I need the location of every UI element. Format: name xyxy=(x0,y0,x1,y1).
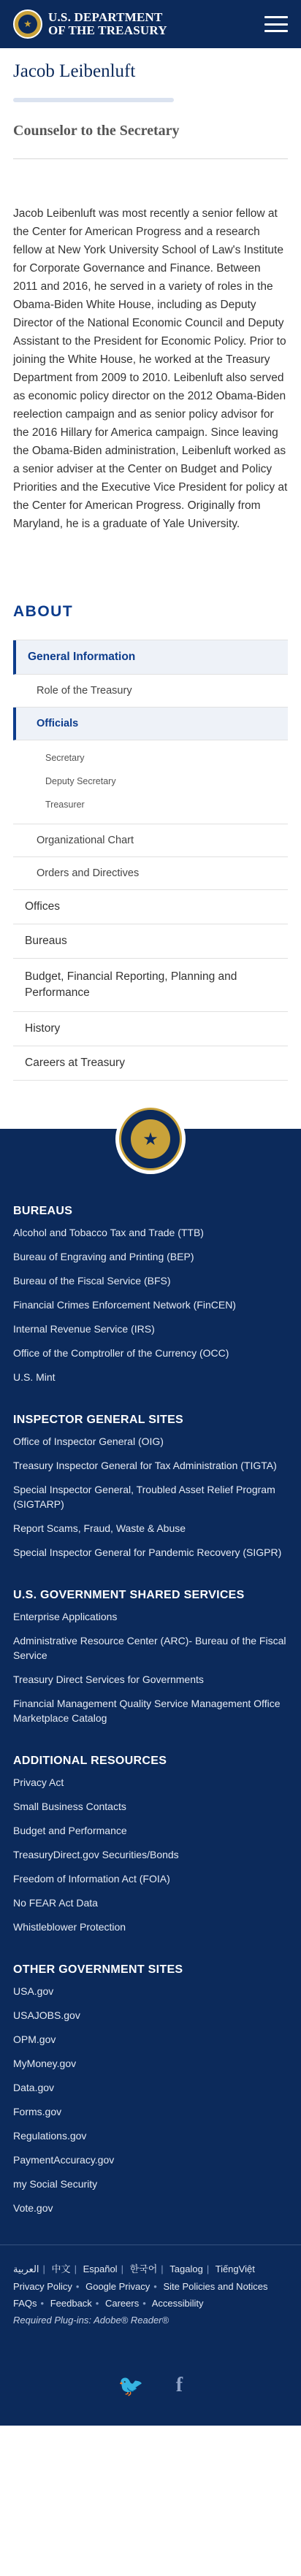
language-link-chinese[interactable]: 中文 xyxy=(51,2263,71,2274)
footer-link[interactable]: Bureau of Engraving and Printing (BEP) xyxy=(13,1251,194,1262)
page-title-section xyxy=(0,48,301,139)
footer-link[interactable]: OPM.gov xyxy=(13,2033,56,2045)
page-subtitle: Counselor to the Secretary xyxy=(13,123,180,139)
accessibility-link[interactable]: Accessibility xyxy=(151,2298,204,2309)
biography-text: Jacob Leibenluft was most recently a senior fellow at the Center for American Progress and a research fellow at New York University School of Law's Institute for Corporate Governance and Finance. Between 2011 and 2016, he served in a variety of roles in the Obama-Biden White House, including as Deputy Director of the National Economic Council and Deputy Assistant to the President for Economic Policy. Prior to joining the White House, he worked at the Treasury Department from 2009 to 2010. Leibenluft also served as economic policy director on the 2012 Obama-Biden reelection campaign and as senior policy advisor for the 2016 Hillary for America campaign. Since leaving the Obama-Biden administration, Leibenluft worked as a senior adviser at the Center on Budget and Policy Priorities and the Executive Vice President for policy at the Center for American Progress. Originally from Maryland, he is a graduate of Yale University. xyxy=(13,207,288,530)
footer-other-heading: OTHER GOVERNMENT SITES xyxy=(13,1963,183,1976)
footer-link[interactable]: Freedom of Information Act (FOIA) xyxy=(13,1873,170,1885)
footer-link[interactable]: Report Scams, Fraud, Waste & Abuse xyxy=(13,1522,186,1534)
page-title: Jacob Leibenluft xyxy=(13,61,136,81)
hamburger-icon xyxy=(264,16,288,18)
footer-link[interactable]: Enterprise Applications xyxy=(13,1611,118,1622)
footer-link[interactable]: Treasury Inspector General for Tax Administration (TIGTA) xyxy=(13,1460,277,1471)
footer-link[interactable]: Administrative Resource Center (ARC)- Bureau of the Fiscal Service xyxy=(13,1635,286,1661)
menu-toggle-button[interactable] xyxy=(264,16,288,32)
site-header xyxy=(0,0,301,48)
footer-additional-heading: ADDITIONAL RESOURCES xyxy=(13,1755,167,1767)
footer-link[interactable]: MyMoney.gov xyxy=(13,2058,77,2069)
footer-link[interactable]: Data.gov xyxy=(13,2082,55,2093)
footer-link[interactable]: Treasury Direct Services for Governments xyxy=(13,1674,204,1685)
footer-other-government-sites xyxy=(13,1963,288,2215)
social-links xyxy=(13,2331,288,2426)
nav-treasurer[interactable]: Treasurer xyxy=(45,800,85,810)
nav-offices[interactable]: Offices xyxy=(13,890,288,924)
footer-inspector-general xyxy=(13,1414,288,1560)
plugins-note: Required Plug-ins: Adobe® Reader® xyxy=(13,2315,169,2326)
treasury-seal-icon: ★ xyxy=(13,9,42,39)
careers-link[interactable]: Careers xyxy=(104,2298,140,2309)
biography xyxy=(0,159,301,533)
footer-shared-heading: U.S. GOVERNMENT SHARED SERVICES xyxy=(13,1589,245,1601)
footer-link[interactable]: my Social Security xyxy=(13,2178,98,2190)
footer-inspector-heading: INSPECTOR GENERAL SITES xyxy=(13,1414,184,1426)
footer-link[interactable]: Regulations.gov xyxy=(13,2130,87,2142)
language-link-korean[interactable]: 한국어 xyxy=(129,2263,158,2274)
officials-subnav xyxy=(13,740,288,824)
footer-link[interactable]: USA.gov xyxy=(13,1985,54,1997)
footer-bottom-bar xyxy=(0,2245,301,2326)
footer-link[interactable]: Whistleblower Protection xyxy=(13,1921,126,1933)
facebook-icon[interactable]: f xyxy=(175,2374,183,2396)
brand-text xyxy=(48,11,167,37)
footer-link[interactable]: Bureau of the Fiscal Service (BFS) xyxy=(13,1275,171,1287)
feedback-link[interactable]: Feedback xyxy=(50,2298,92,2309)
footer-link[interactable]: Financial Management Quality Service Management Office Marketplace Catalog xyxy=(13,1698,281,1724)
footer-link[interactable]: Vote.gov xyxy=(13,2202,53,2214)
footer-link[interactable]: Office of the Comptroller of the Currency (OCC) xyxy=(13,1347,229,1359)
policy-links: Privacy Policy • Google Privacy • Site Policies and Notices xyxy=(13,2281,268,2292)
faqs-link[interactable]: FAQs xyxy=(13,2298,37,2309)
footer-link[interactable]: Privacy Act xyxy=(13,1776,64,1788)
nav-orders-directives[interactable]: Orders and Directives xyxy=(13,857,288,890)
about-nav xyxy=(0,533,301,1081)
footer-link[interactable]: Alcohol and Tobacco Tax and Trade (TTB) xyxy=(13,1227,204,1238)
footer-link[interactable]: Budget and Performance xyxy=(13,1825,127,1836)
adobe-reader-link[interactable]: Adobe® Reader® xyxy=(94,2315,169,2326)
brand-line-2: OF THE TREASURY xyxy=(48,23,167,37)
google-privacy-link[interactable]: Google Privacy xyxy=(85,2281,150,2292)
footer-link[interactable]: USAJOBS.gov xyxy=(13,2009,80,2021)
language-link-spanish[interactable]: Español xyxy=(83,2263,118,2274)
footer-link[interactable]: Office of Inspector General (OIG) xyxy=(13,1435,164,1447)
about-nav-list xyxy=(13,640,288,1081)
nav-organizational-chart[interactable]: Organizational Chart xyxy=(13,824,288,857)
nav-officials[interactable]: Officials xyxy=(13,708,288,740)
site-policies-link[interactable]: Site Policies and Notices xyxy=(163,2281,268,2292)
footer-link[interactable]: U.S. Mint xyxy=(13,1371,56,1383)
language-links: العربية | 中文 | Español | 한국어 | Tagalog | TiếngViệt xyxy=(13,2263,255,2274)
nav-bureaus[interactable]: Bureaus xyxy=(13,924,288,959)
language-link-tagalog[interactable]: Tagalog xyxy=(169,2263,203,2274)
footer-link[interactable]: Financial Crimes Enforcement Network (FinCEN) xyxy=(13,1299,236,1311)
privacy-policy-link[interactable]: Privacy Policy xyxy=(13,2281,72,2292)
footer-shared-services xyxy=(13,1589,288,1725)
language-link-arabic[interactable]: العربية xyxy=(13,2263,39,2274)
footer-additional-resources xyxy=(13,1755,288,1934)
site-footer xyxy=(0,1129,301,2426)
treasury-home-link[interactable] xyxy=(13,9,167,39)
footer-link[interactable]: Forms.gov xyxy=(13,2106,62,2117)
nav-role-of-treasury[interactable]: Role of the Treasury xyxy=(13,675,288,708)
footer-link[interactable]: Special Inspector General, Troubled Asset Relief Program (SIGTARP) xyxy=(13,1484,275,1510)
footer-link[interactable]: Special Inspector General for Pandemic Recovery (SIGPR) xyxy=(13,1546,282,1558)
language-link-vietnamese[interactable]: TiếngViệt xyxy=(215,2263,255,2274)
nav-careers[interactable]: Careers at Treasury xyxy=(13,1046,288,1081)
nav-budget[interactable]: Budget, Financial Reporting, Planning and Performance xyxy=(13,959,288,1012)
brand-line-1: U.S. DEPARTMENT xyxy=(48,10,163,24)
footer-seal-icon: ★ xyxy=(115,1104,186,1174)
nav-history[interactable]: History xyxy=(13,1012,288,1046)
nav-general-information[interactable]: General Information xyxy=(13,640,288,675)
footer-link[interactable]: Internal Revenue Service (IRS) xyxy=(13,1323,155,1335)
footer-link[interactable]: TreasuryDirect.gov Securities/Bonds xyxy=(13,1849,179,1860)
about-heading: ABOUT xyxy=(13,603,74,620)
title-underline xyxy=(13,98,174,102)
nav-secretary[interactable]: Secretary xyxy=(45,753,85,763)
footer-link[interactable]: Small Business Contacts xyxy=(13,1801,126,1812)
footer-link[interactable]: PaymentAccuracy.gov xyxy=(13,2154,115,2166)
footer-bureaus xyxy=(13,1205,288,1384)
nav-deputy-secretary[interactable]: Deputy Secretary xyxy=(45,776,116,786)
footer-link[interactable]: No FEAR Act Data xyxy=(13,1897,98,1909)
plugins-label: Required Plug-ins xyxy=(13,2315,89,2326)
footer-bureaus-heading: BUREAUS xyxy=(13,1205,73,1217)
twitter-icon[interactable]: 🐦 xyxy=(118,2374,144,2398)
misc-links: FAQs • Feedback • Careers • Accessibility xyxy=(13,2298,204,2309)
